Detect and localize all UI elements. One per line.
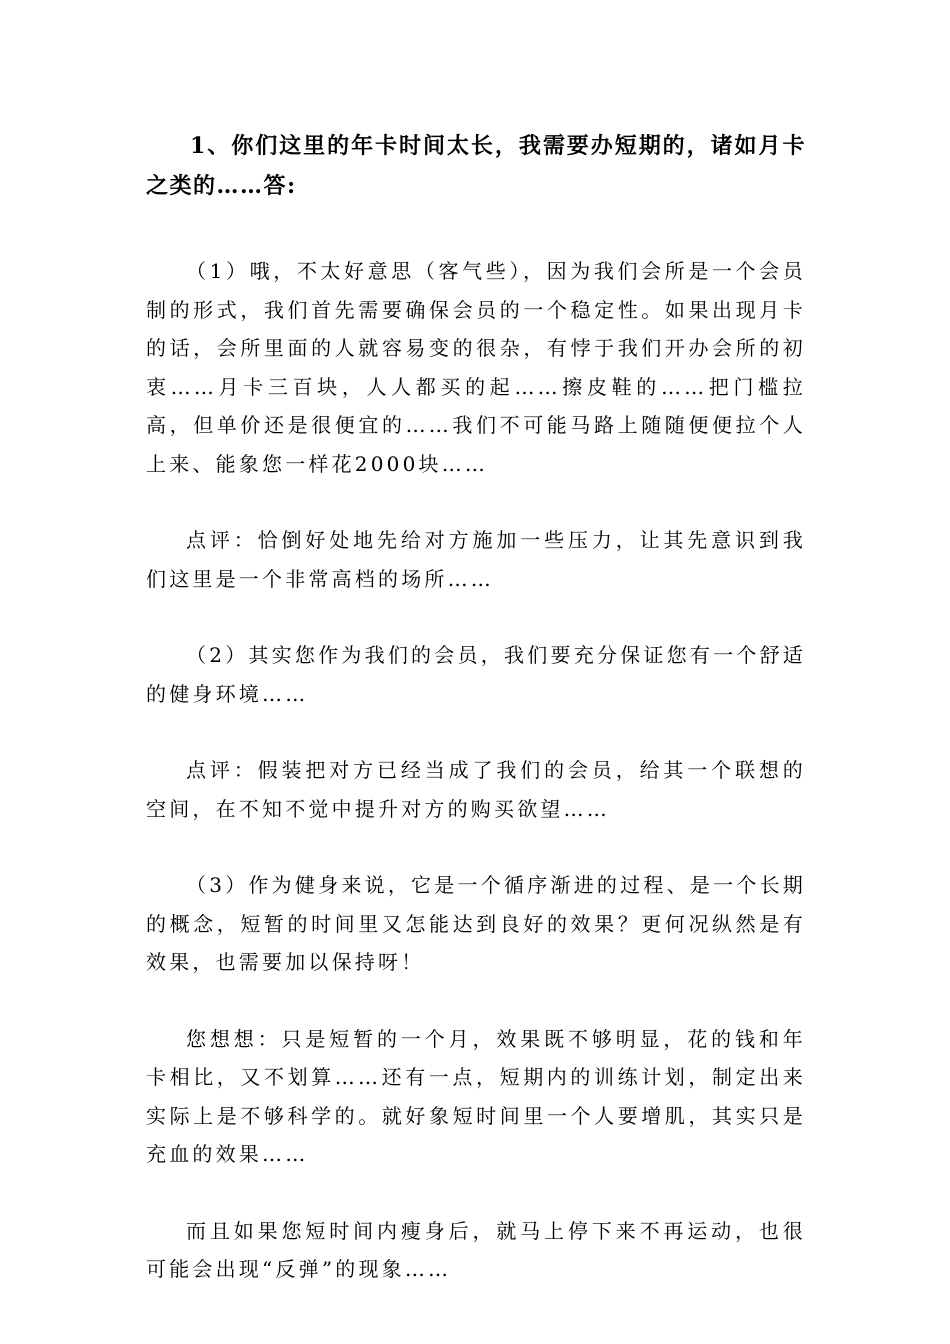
comment-paragraph-1: 点评：恰倒好处地先给对方施加一些压力，让其先意识到我们这里是一个非常高档的场所…… — [146, 528, 806, 591]
comment-paragraph-2: 点评：假装把对方已经当成了我们的会员，给其一个联想的空间，在不知不觉中提升对方的购买欲望…… — [146, 758, 806, 821]
explanation-paragraph: 您想想：只是短暂的一个月，效果既不够明显，花的钱和年卡相比，又不划算……还有一点，短期内的训练计划，制定出来实际上是不够科学的。就好象短时间里一个人要增肌，其实只是充血的效果…… — [146, 1026, 806, 1166]
rebound-paragraph: 而且如果您短时间内瘦身后，就马上停下来不再运动，也很可能会出现“反弹”的现象…… — [146, 1218, 806, 1281]
answer-paragraph-2: （2）其实您作为我们的会员，我们要充分保证您有一个舒适的健身环境…… — [146, 643, 806, 706]
answer-paragraph-1: （1）哦，不太好意思（客气些），因为我们会所是一个会员制的形式，我们首先需要确保会员的一个稳定性。如果出现月卡的话，会所里面的人就容易变的很杂，有悖于我们开办会所的初衷……月卡三百块，人人都买的起……擦皮鞋的……把门槛拉高，但单价还是很便宜的……我们不可能马路上随随便便拉个人上来、能象您一样花2000块…… — [146, 259, 806, 476]
answer-paragraph-3: （3）作为健身来说，它是一个循序渐进的过程、是一个长期的概念，短暂的时间里又怎能达到良好的效果？更何况纵然是有效果，也需要加以保持呀！ — [146, 873, 806, 974]
question-heading: 1、你们这里的年卡时间太长，我需要办短期的，诸如月卡之类的……答: — [146, 133, 806, 199]
document-body — [146, 126, 806, 1327]
